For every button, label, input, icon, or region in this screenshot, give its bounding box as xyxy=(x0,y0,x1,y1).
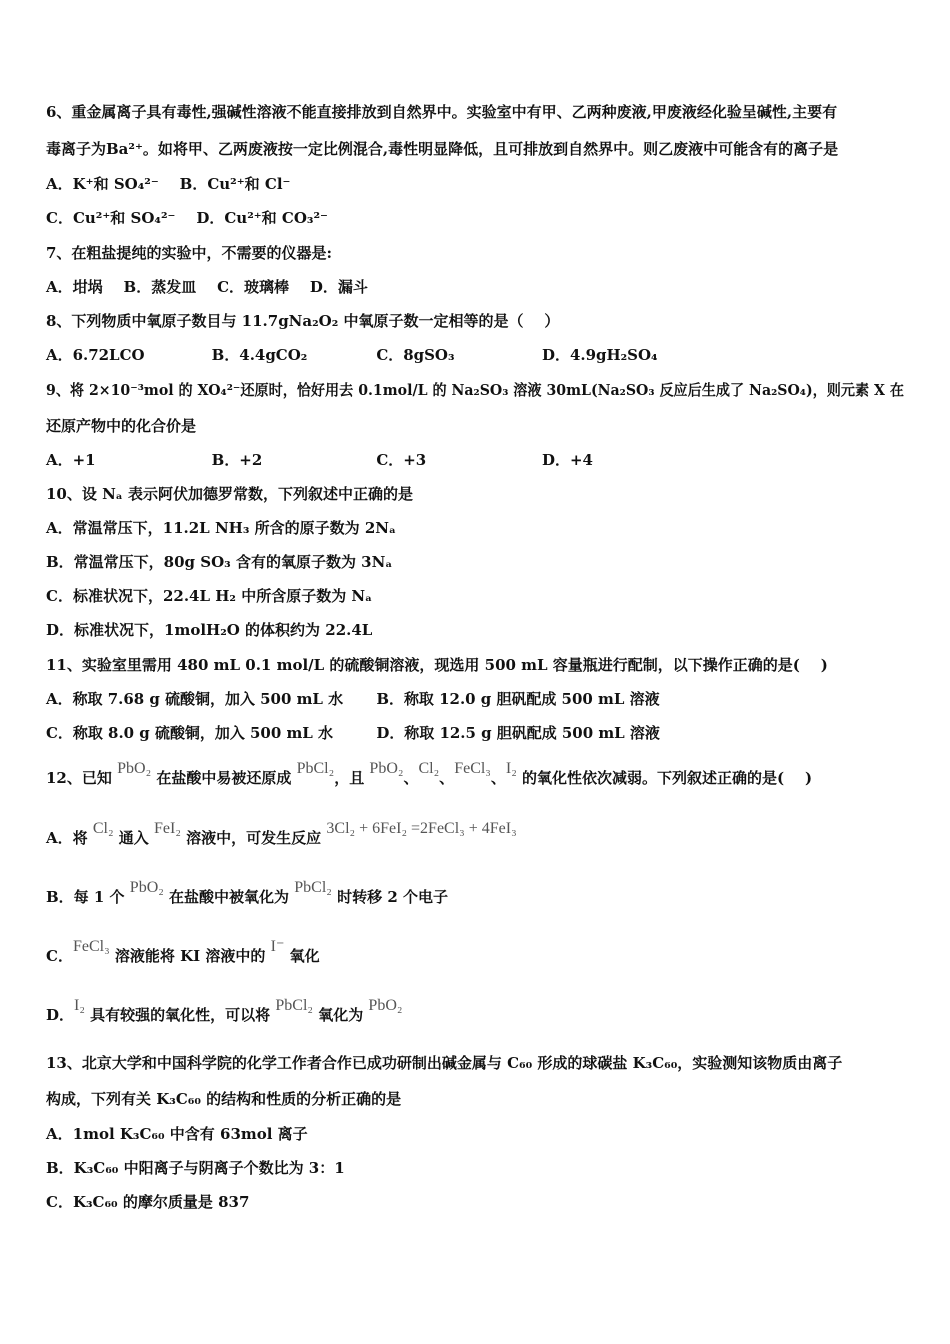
q13-option-a: A．1mol K₃C₆₀ 中含有 63mol 离子 xyxy=(46,1125,308,1143)
formula-i2: I₂ xyxy=(505,760,517,777)
q8-option-c: C．8gSO₃ xyxy=(376,346,455,364)
formula-fecl3: FeCl₃ xyxy=(72,938,110,955)
q7-options: A．坩埚 B．蒸发皿 C．玻璃棒 D．漏斗 xyxy=(46,278,368,296)
q10-option-d: D．标准状况下，1molH₂O 的体积约为 22.4L xyxy=(46,621,373,639)
q8-option-b: B．4.4gCO₂ xyxy=(211,346,308,364)
formula-pbcl2: PbCl₂ xyxy=(275,997,313,1014)
q10-option-c: C．标准状况下，22.4L H₂ 中所含原子数为 Nₐ xyxy=(46,587,373,605)
q11-option-c: C．称取 8.0 g 硫酸铜，加入 500 mL 水 xyxy=(46,724,334,742)
q6-options-cd: C．Cu²⁺和 SO₄²⁻ D．Cu²⁺和 CO₃²⁻ xyxy=(46,209,328,227)
q12-option-d: D．I₂ 具有较强的氧化性，可以将 PbCl₂ 氧化为 PbO₂ xyxy=(46,997,403,1024)
q13-stem-line2: 构成，下列有关 K₃C₆₀ 的结构和性质的分析正确的是 xyxy=(46,1090,402,1108)
q9-option-d: D．+4 xyxy=(542,451,593,469)
formula-pbo2: PbO₂ xyxy=(369,760,404,777)
formula-fecl3: FeCl₃ xyxy=(454,760,491,777)
q10-option-a: A．常温常压下，11.2L NH₃ 所含的原子数为 2Nₐ xyxy=(46,519,396,537)
q13-option-b: B．K₃C₆₀ 中阳离子与阴离子个数比为 3：1 xyxy=(46,1159,345,1177)
q9-stem-line2: 还原产物中的化合价是 xyxy=(46,417,197,435)
q12-option-c: C．FeCl₃ 溶液能将 KI 溶液中的 I⁻ 氧化 xyxy=(46,938,320,965)
q9-option-c: C．+3 xyxy=(376,451,427,469)
q10-option-b: B．常温常压下，80g SO₃ 含有的氧原子数为 3Nₐ xyxy=(46,553,393,571)
formula-pbcl2: PbCl₂ xyxy=(294,879,332,896)
q11-stem: 11、实验室里需用 480 mL 0.1 mol/L 的硫酸铜溶液，现选用 500 mL 容量瓶进行配制，以下操作正确的是( ) xyxy=(46,656,828,674)
q8-stem: 8、下列物质中氧原子数目与 11.7gNa₂O₂ 中氧原子数一定相等的是（ ） xyxy=(46,312,560,330)
q11-option-b: B．称取 12.0 g 胆矾配成 500 mL 溶液 xyxy=(376,690,660,708)
q7-stem: 7、在粗盐提纯的实验中，不需要的仪器是: xyxy=(46,244,332,262)
q12-option-a: A．将 Cl₂ 通入 FeI₂ 溶液中，可发生反应 3Cl₂ + 6FeI₂ =2FeCl₃ + 4FeI₃ xyxy=(46,820,517,847)
q11-option-a: A．称取 7.68 g 硫酸铜，加入 500 mL 水 xyxy=(46,690,344,708)
formula-i2: I₂ xyxy=(74,997,85,1014)
formula-fei2: FeI₂ xyxy=(154,820,181,837)
formula-pbo2: PbO₂ xyxy=(117,760,152,777)
q10-stem: 10、设 Nₐ 表示阿伏加德罗常数，下列叙述中正确的是 xyxy=(46,485,414,503)
q13-option-c: C．K₃C₆₀ 的摩尔质量是 837 xyxy=(46,1193,250,1211)
q11-option-d: D．称取 12.5 g 胆矾配成 500 mL 溶液 xyxy=(376,724,660,742)
formula-cl2: Cl₂ xyxy=(418,760,440,777)
q9-option-b: B．+2 xyxy=(211,451,263,469)
q9-stem-line1: 9、将 2×10⁻³mol 的 XO₄²⁻还原时，恰好用去 0.1mol/L 的 Na₂SO₃ 溶液 30mL(Na₂SO₃ 反应后生成了 Na₂SO₄)，则元素 X 在 xyxy=(46,381,904,399)
formula-pbo2: PbO₂ xyxy=(368,997,403,1014)
q12-stem: 12、已知 PbO₂ 在盐酸中易被还原成 PbCl₂，且 PbO₂、Cl₂、FeCl₃、I₂ 的氧化性依次减弱。下列叙述正确的是( ) xyxy=(46,760,813,787)
q9-option-a: A．+1 xyxy=(46,451,96,469)
q13-stem-line1: 13、北京大学和中国科学院的化学工作者合作已成功研制出碱金属与 C₆₀ 形成的球碳盐 K₃C₆₀，实验测知该物质由离子 xyxy=(46,1054,843,1072)
q6-stem-line2: 毒离子为Ba²⁺。如将甲、乙两废液按一定比例混合,毒性明显降低，且可排放到自然界中。则乙废液中可能含有的离子是 xyxy=(46,140,839,158)
formula-cl2: Cl₂ xyxy=(92,820,114,837)
q6-options-ab: A．K⁺和 SO₄²⁻ B．Cu²⁺和 Cl⁻ xyxy=(46,175,291,193)
formula-reaction: 3Cl₂ + 6FeI₂ =2FeCl₃ + 4FeI₃ xyxy=(326,820,517,837)
q6-stem-line1: 6、重金属离子具有毒性,强碱性溶液不能直接排放到自然界中。实验室中有甲、乙两种废液,甲废液经化验呈碱性,主要有 xyxy=(46,103,838,121)
formula-pbcl2: PbCl₂ xyxy=(296,760,335,777)
formula-iodide: I⁻ xyxy=(270,938,285,955)
q12-option-b: B．每 1 个 PbO₂ 在盐酸中被氧化为 PbCl₂ 时转移 2 个电子 xyxy=(46,879,448,906)
q8-option-a: A．6.72LCO xyxy=(46,346,145,364)
q8-option-d: D．4.9gH₂SO₄ xyxy=(542,346,658,364)
formula-pbo2: PbO₂ xyxy=(129,879,164,896)
